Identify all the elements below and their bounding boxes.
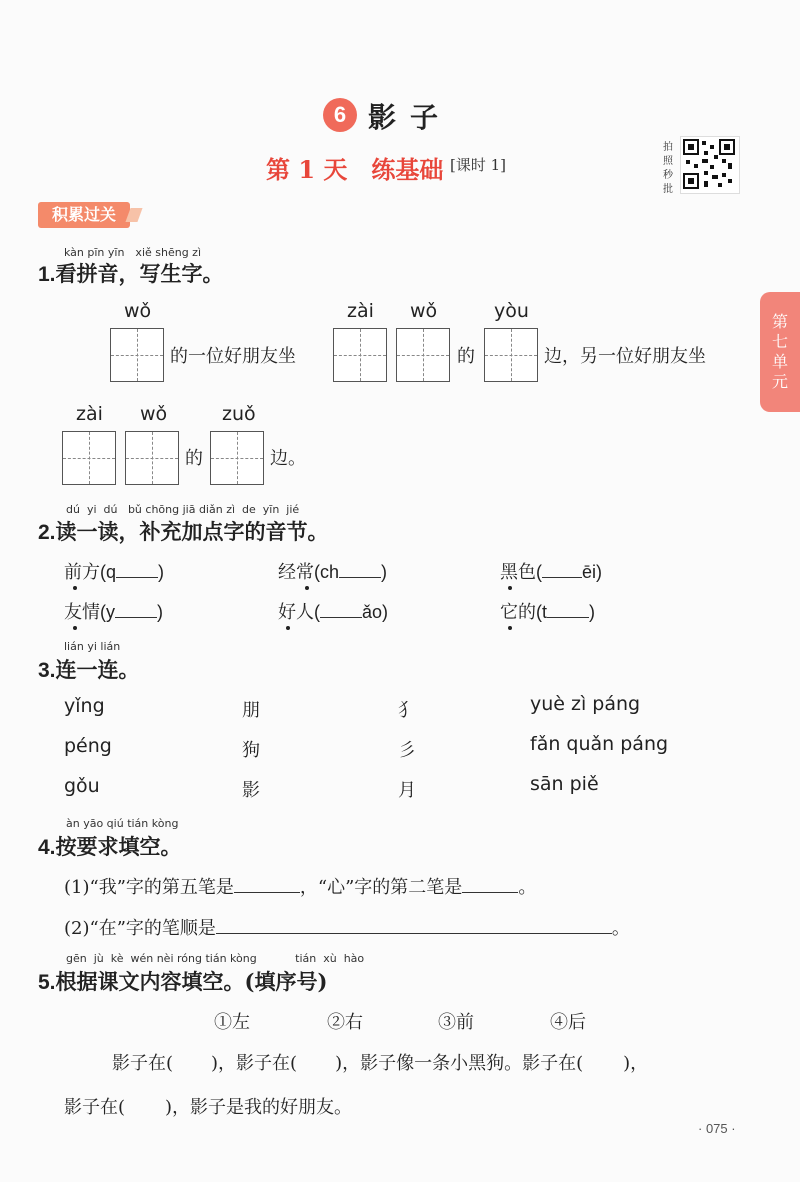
q3-number: 3. (38, 659, 56, 682)
q4-pinyin: àn yāo qiú tián kòng (66, 817, 179, 830)
emphasis-dot (305, 586, 309, 590)
q3-radical-name[interactable]: yuè zì páng (530, 693, 641, 715)
q5-number: 5. (38, 971, 56, 994)
answer-blank[interactable] (116, 577, 158, 578)
q4-text: (2)“在”字的笔顺是 (64, 918, 216, 939)
q5-title (38, 966, 327, 996)
q3-radical[interactable]: 彡 (398, 740, 416, 761)
unit-side-tab-label: 第七单元 (771, 312, 788, 391)
answer-blank[interactable] (462, 892, 518, 893)
q5-option: ②右 (327, 1012, 363, 1033)
q1-text-2: 的 (457, 346, 475, 367)
answer-blank[interactable] (216, 933, 612, 934)
q5-text: )，影子像一条小黑狗。影子在( (335, 1053, 584, 1074)
q4-text: ，“心”字的第二笔是 (299, 877, 463, 898)
q2-item-word: 黑色 (500, 562, 536, 583)
answer-blank[interactable] (234, 892, 300, 893)
q2-item-close: ) (381, 562, 388, 582)
emphasis-dot (508, 626, 512, 630)
answer-blank[interactable] (547, 617, 589, 618)
q1-text-1: 的一位好朋友坐 (170, 346, 296, 367)
q2-item-open: (q (100, 562, 117, 582)
q2-item-open: ( (536, 562, 542, 582)
period-label: [课时 1] (450, 156, 507, 174)
emphasis-dot (73, 626, 77, 630)
q1-pinyin-2: zài (347, 300, 374, 322)
writing-grid[interactable] (333, 328, 387, 382)
q5-line-1 (112, 1049, 648, 1075)
q5-title-text: 根据课文内容填空。(填序号) (55, 969, 328, 994)
emphasis-dot (508, 586, 512, 590)
answer-blank[interactable] (339, 577, 381, 578)
q5-pinyin: gēn jù kè wén nèi róng tián kòng tián xù hào (66, 952, 365, 965)
q2-item-5 (278, 598, 388, 624)
q3-character[interactable]: 影 (242, 780, 260, 801)
qr-label: 拍照秒批 (663, 142, 673, 195)
q2-item-open: (t (536, 602, 547, 622)
unit-side-tab (760, 292, 800, 412)
q5-text: )，影子是我的好朋友。 (165, 1097, 353, 1118)
answer-blank[interactable] (320, 617, 362, 618)
q1-text-5: 边。 (270, 448, 306, 469)
q3-character[interactable]: 朋 (242, 700, 260, 721)
q2-item-open: ( (314, 602, 320, 622)
q2-item-close: ēi) (582, 562, 603, 582)
q2-item-2 (278, 558, 387, 584)
q1-pinyin-4: yòu (494, 300, 529, 322)
q3-radical[interactable]: 犭 (398, 700, 416, 721)
lesson-title: 影子 (368, 101, 453, 134)
q5-line-2 (64, 1093, 352, 1119)
q4-line-1 (64, 873, 536, 899)
q1-title (38, 258, 224, 288)
q2-item-open: (y (100, 602, 115, 622)
q2-number: 2. (38, 521, 56, 544)
q2-item-open: (ch (314, 562, 340, 582)
q4-line-2 (64, 914, 630, 940)
q2-item-word: 前方 (64, 562, 100, 583)
q4-title-text: 按要求填空。 (55, 834, 182, 859)
q5-text: )，影子在( (211, 1053, 298, 1074)
lesson-number-badge: 6 (323, 98, 357, 132)
q3-radical-name[interactable]: sān piě (530, 773, 599, 795)
q3-pinyin: lián yi lián (64, 640, 121, 653)
q4-text: 。 (611, 918, 630, 939)
writing-grid[interactable] (62, 431, 116, 485)
q4-title (38, 831, 182, 861)
q2-pinyin: dú yi dú bǔ chōng jiā diǎn zì de yīn jié (66, 503, 300, 516)
q4-text: 。 (518, 877, 537, 898)
q3-pinyin-item[interactable]: gǒu (64, 775, 100, 797)
q2-item-3 (500, 558, 602, 584)
q3-radical[interactable]: 月 (398, 780, 416, 801)
q3-pinyin-item[interactable]: yǐng (64, 695, 105, 717)
q1-pinyin-3: wǒ (410, 300, 438, 322)
q3-title-text: 连一连。 (55, 657, 140, 682)
writing-grid[interactable] (125, 431, 179, 485)
writing-grid[interactable] (484, 328, 538, 382)
q1-pinyin-6: wǒ (140, 403, 168, 425)
q2-item-close: ) (157, 602, 163, 622)
emphasis-dot (286, 626, 290, 630)
section-tag-label: 积累过关 (52, 205, 117, 224)
writing-grid[interactable] (210, 431, 264, 485)
q1-text-4: 的 (185, 448, 203, 469)
q1-title-text: 看拼音，写生字。 (55, 261, 224, 286)
q5-option: ④后 (550, 1012, 586, 1033)
qr-code-icon[interactable] (680, 136, 740, 194)
q5-text: 影子在( (64, 1097, 126, 1118)
section-tag (38, 202, 130, 228)
q3-title (38, 654, 140, 684)
q3-character[interactable]: 狗 (242, 740, 260, 761)
day-title: 第 1 天 练基础 (266, 155, 444, 184)
q2-item-close: ) (589, 602, 595, 622)
q1-pinyin-5: zài (76, 403, 103, 425)
q2-item-close: ǎo) (362, 602, 389, 622)
q5-option: ①左 (214, 1012, 250, 1033)
q1-text-3: 边，另一位好朋友坐 (544, 346, 706, 367)
page-number: · 075 · (698, 1121, 736, 1136)
q2-title-text: 读一读，补充加点字的音节。 (55, 519, 329, 544)
q2-item-6 (500, 598, 595, 624)
answer-blank[interactable] (542, 577, 582, 578)
q2-item-word: 好人 (278, 602, 314, 623)
q2-title (38, 516, 329, 546)
emphasis-dot (73, 586, 77, 590)
q2-item-word: 它的 (500, 602, 536, 623)
q2-item-close: ) (158, 562, 165, 582)
q2-item-1 (64, 558, 164, 584)
q4-number: 4. (38, 836, 56, 859)
q2-item-word: 经常 (278, 562, 314, 583)
answer-blank[interactable] (115, 617, 157, 618)
q3-pinyin-item[interactable]: péng (64, 735, 112, 757)
q4-text: (1)“我”字的第五笔是 (64, 877, 234, 898)
q5-text: 影子在( (112, 1053, 174, 1074)
q2-item-word: 友情 (64, 602, 100, 623)
q1-pinyin-7: zuǒ (222, 403, 256, 425)
writing-grid[interactable] (110, 328, 164, 382)
q5-text: )， (623, 1053, 649, 1074)
q2-item-4 (64, 598, 163, 624)
q1-pinyin: kàn pīn yīn xiě shēng zì (64, 246, 202, 259)
writing-grid[interactable] (396, 328, 450, 382)
q3-radical-name[interactable]: fǎn quǎn páng (530, 733, 669, 755)
q5-option: ③前 (438, 1012, 474, 1033)
q1-pinyin-1: wǒ (124, 300, 152, 322)
q1-number: 1. (38, 263, 56, 286)
